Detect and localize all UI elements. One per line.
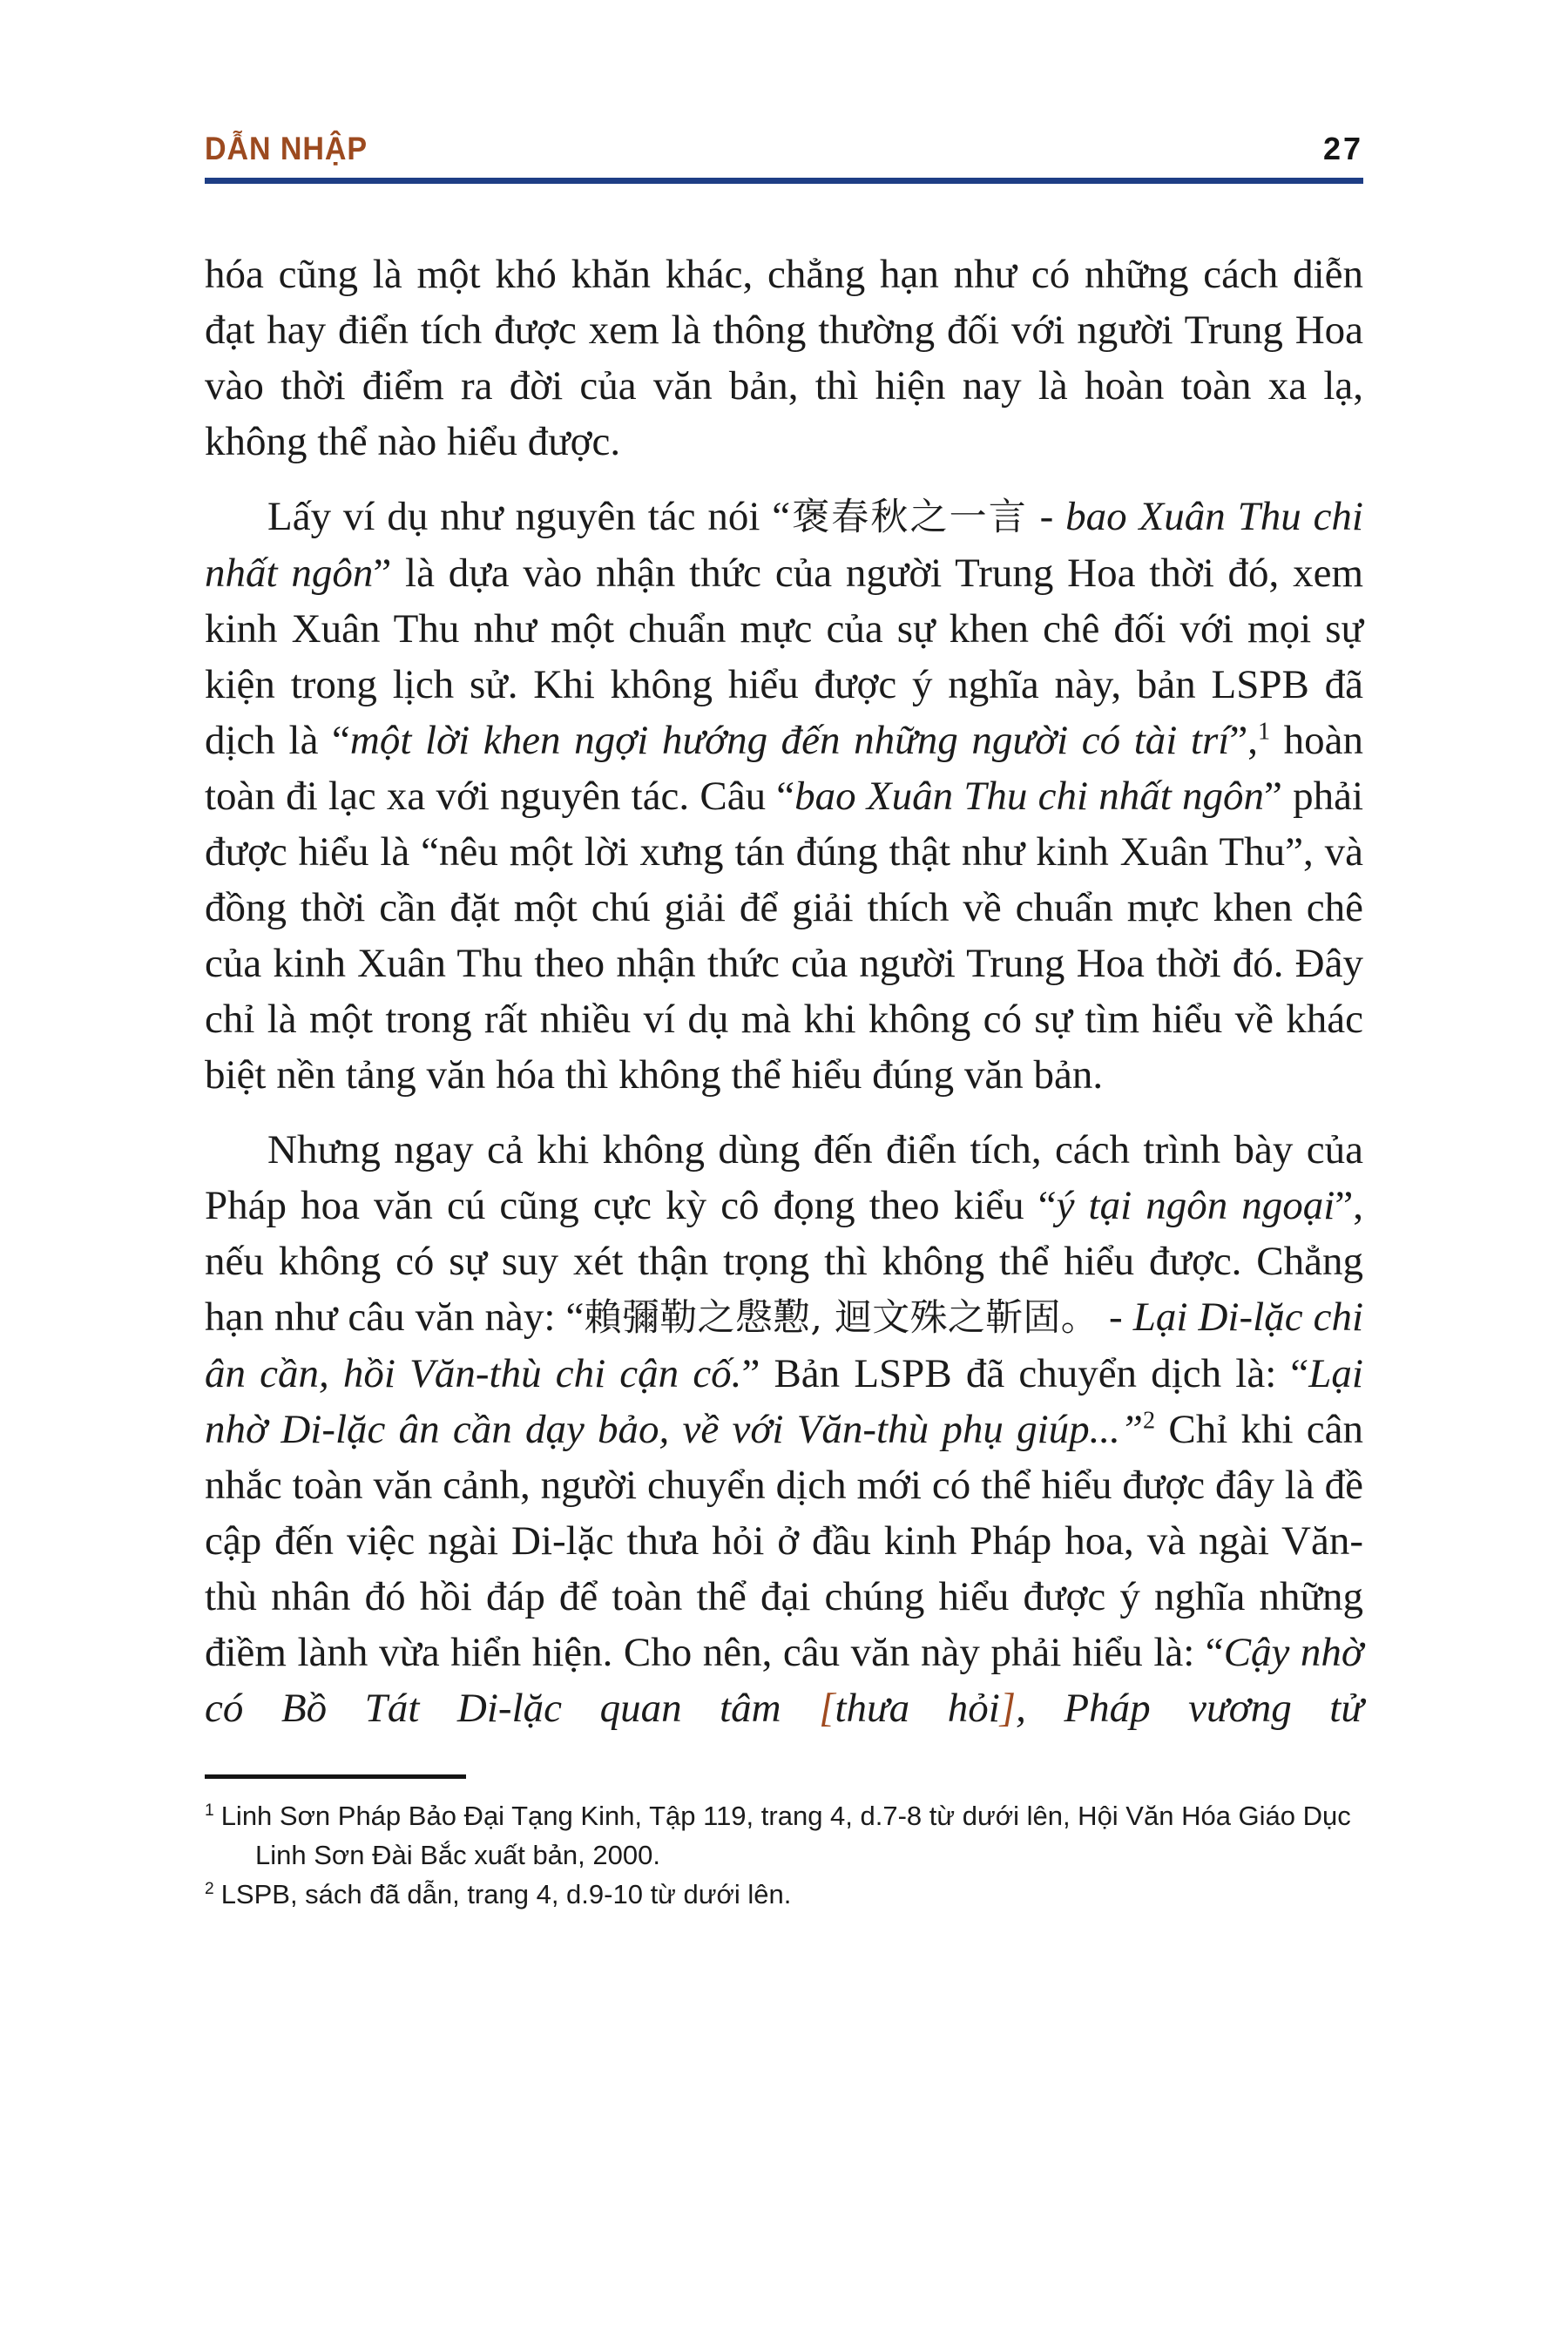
text-run: hoàn toàn đi lạc xa với nguyên tác. Câu “ <box>205 718 1364 819</box>
text-run: bao Xuân Thu chi nhất ngôn <box>794 774 1265 819</box>
editorial-bracket: [ <box>819 1686 835 1731</box>
page-number: 27 <box>1322 131 1363 166</box>
footnote-marker: 1 <box>205 1801 214 1820</box>
text-run: , Pháp vương tử <box>1016 1686 1363 1731</box>
footnote-marker: 2 <box>205 1879 214 1898</box>
footnote-reference: 1 <box>1257 718 1271 746</box>
paragraph <box>205 489 1363 1103</box>
paragraph <box>205 247 1363 470</box>
text-run: Lấy ví dụ như nguyên tác nói “ <box>267 494 791 539</box>
text-run: Chỉ khi cân nhắc toàn văn cảnh, người chuyển dịch mới có thể hiểu được đây là đề cập đến việc ngài Di-lặc thưa hỏi ở đầu kinh Pháp hoa, và ngài Văn-thù nhân đó hồi đáp để toàn thể đại chúng hiểu được ý nghĩa những điềm lành vừa hiển hiện. Cho nên, câu văn này phải hiểu là: “ <box>205 1407 1364 1675</box>
text-run: thưa hỏi <box>835 1686 1000 1731</box>
text-run: ” là dựa vào nhận thức của người Trung Hoa thời đó, xem kinh Xuân Thu như một chuẩn mực của sự khen chê đối với mọi sự kiện trong lịch sử. Khi không hiểu được ý nghĩa này, bản LSPB đã dịch là “ <box>205 551 1364 763</box>
text-run: Lại nhờ Di-lặc ân cần dạy bảo, về với Văn-thù phụ giúp...” <box>205 1351 1363 1452</box>
footnote <box>205 1796 1363 1875</box>
cjk-text: 賴彌勒之慇懃, 迴文殊之靳固。 <box>584 1296 1099 1340</box>
text-run: Lại Di-lặc chi ân cần, hồi Văn-thù chi cận cố. <box>205 1294 1364 1396</box>
footnote <box>205 1875 1363 1914</box>
text-run: ” phải được hiểu là “nêu một lời xưng tán đúng thật như kinh Xuân Thu”, và đồng thời cần đặt một chú giải để giải thích về chuẩn mực khen chê của kinh Xuân Thu theo nhận thức của người Trung Hoa thời đó. Đây chỉ là một trong rất nhiều ví dụ mà khi không có sự tìm hiểu về khác biệt nền tảng văn hóa thì không thể hiểu đúng văn bản. <box>205 774 1364 1098</box>
footnote-text: Linh Sơn Pháp Bảo Đại Tạng Kinh, Tập 119, trang 4, d.7-8 từ dưới lên, Hội Văn Hóa Giáo Dục Linh Sơn Đài Bắc xuất bản, 2000. <box>220 1801 1351 1870</box>
running-head-title: DẪN NHẬP <box>205 131 368 166</box>
footnotes-section <box>205 1796 1363 1914</box>
body-text <box>205 247 1363 1736</box>
text-run: - <box>1027 494 1066 539</box>
text-run: ý tại ngôn ngoại <box>1056 1183 1335 1228</box>
paragraph <box>205 1122 1363 1736</box>
text-run: Cậy nhờ có Bồ Tát Di-lặc quan tâm <box>205 1630 1364 1731</box>
page-header <box>205 131 1363 167</box>
cjk-text: 褒春秋之一言 <box>790 496 1028 539</box>
text-run: bao Xuân Thu chi nhất ngôn <box>205 494 1363 596</box>
editorial-bracket: ] <box>999 1686 1017 1731</box>
footnote-reference: 2 <box>1143 1407 1156 1435</box>
footnote-separator <box>205 1774 466 1779</box>
header-rule-divider <box>205 178 1363 184</box>
text-run: - <box>1098 1294 1133 1340</box>
text-run: một lời khen ngợi hướng đến những người có tài trí <box>349 718 1230 763</box>
text-run: ” Bản LSPB đã chuyển dịch là: “ <box>741 1351 1309 1396</box>
text-run: hóa cũng là một khó khăn khác, chẳng hạn như có những cách diễn đạt hay điển tích được xem là thông thường đối với người Trung Hoa vào thời điểm ra đời của văn bản, thì hiện nay là hoàn toàn xa lạ, không thể nào hiểu được. <box>205 252 1363 464</box>
text-run: Nhưng ngay cả khi không dùng đến điển tích, cách trình bày của Pháp hoa văn cú cũng cực kỳ cô đọng theo kiểu “ <box>205 1127 1363 1228</box>
footnote-text: LSPB, sách đã dẫn, trang 4, d.9-10 từ dưới lên. <box>220 1879 792 1909</box>
text-run: ”, <box>1229 718 1258 763</box>
text-run: ”, nếu không có sự suy xét thận trọng thì không thể hiểu được. Chẳng hạn như câu văn này: “ <box>205 1183 1363 1340</box>
